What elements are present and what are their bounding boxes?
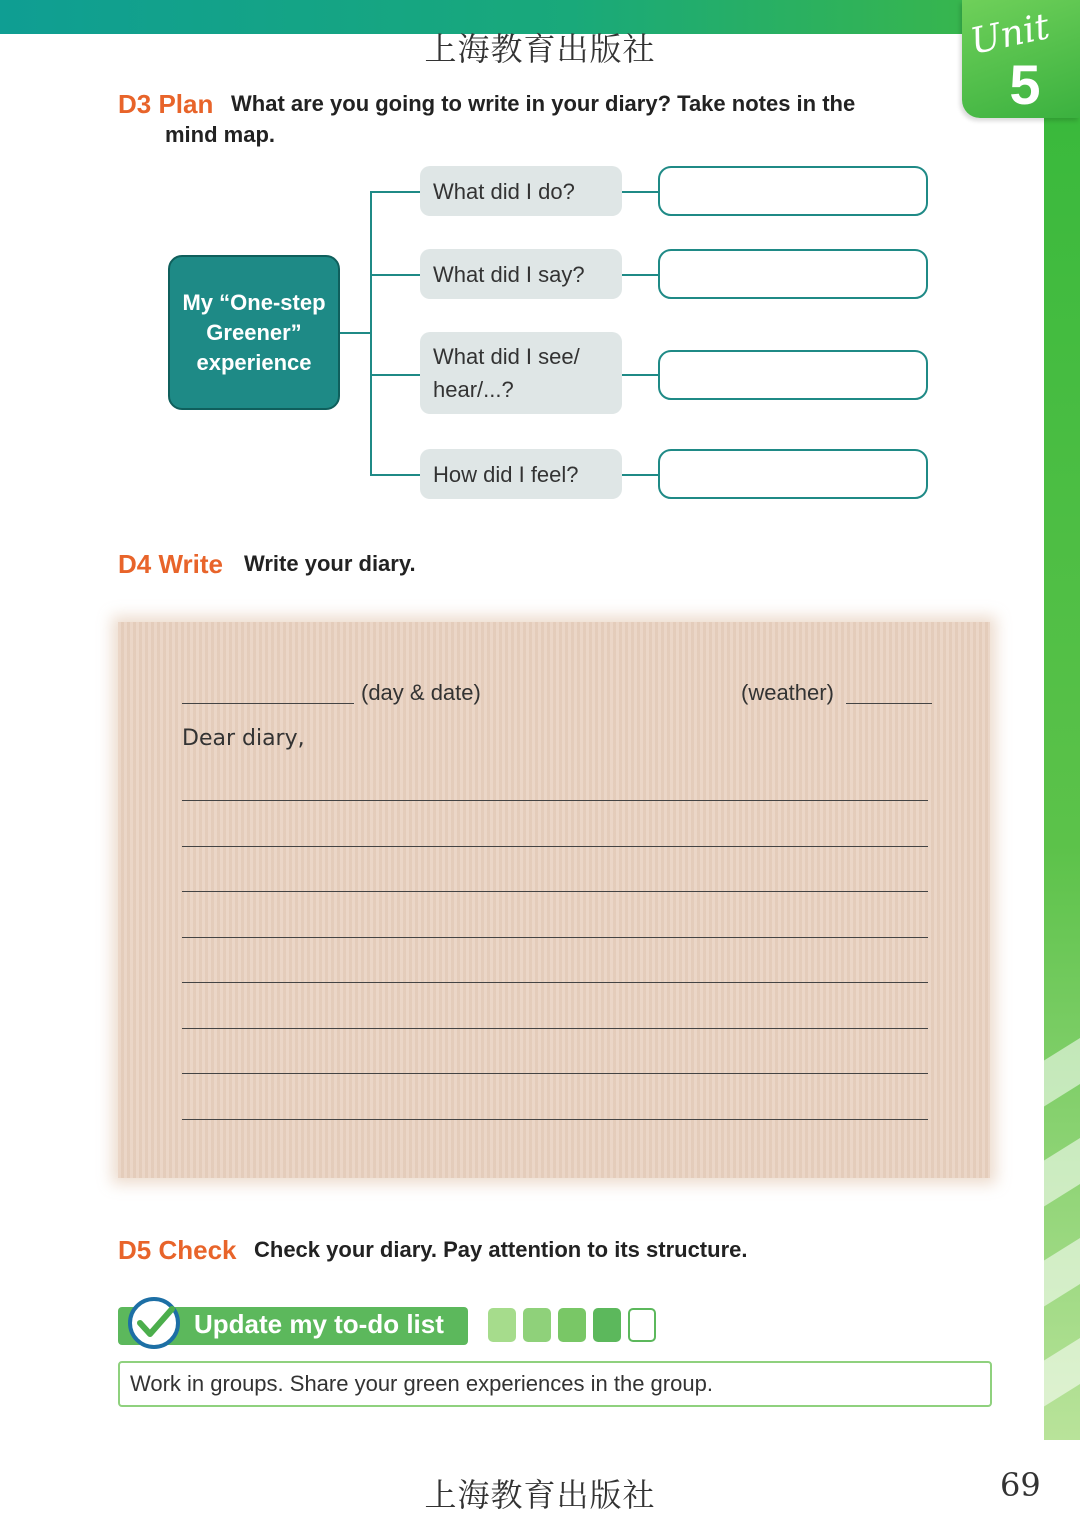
answer-box[interactable] — [658, 350, 928, 400]
d5-instruction: Check your diary. Pay attention to its structure. — [254, 1237, 748, 1262]
d5-label: D5 Check — [118, 1235, 237, 1265]
d4-instruction: Write your diary. — [244, 551, 416, 576]
weather-label: (weather) — [741, 680, 834, 705]
answer-box[interactable] — [658, 166, 928, 216]
writing-line[interactable] — [182, 1028, 928, 1029]
connector-line — [622, 274, 658, 276]
progress-square — [523, 1308, 551, 1342]
answer-box[interactable] — [658, 449, 928, 499]
todo-task — [118, 1361, 992, 1407]
writing-line[interactable] — [182, 800, 928, 801]
writing-line[interactable] — [182, 891, 928, 892]
writing-line[interactable] — [182, 846, 928, 847]
connector-line — [370, 191, 420, 193]
unit-number: 5 — [1009, 53, 1041, 116]
day-date-label: (day & date) — [361, 680, 481, 705]
side-color-strip — [1044, 118, 1080, 1440]
d4-label: D4 Write — [118, 549, 223, 579]
writing-line[interactable] — [182, 1119, 928, 1120]
connector-line — [622, 474, 658, 476]
connector-line — [622, 191, 658, 193]
connector-line — [370, 274, 420, 276]
writing-line[interactable] — [182, 937, 928, 938]
d3-instruction-line2: mind map. — [165, 122, 276, 147]
d3-instruction-line1: What are you going to write in your diary? Take notes in the — [231, 91, 856, 116]
mind-map-question: What did I say? — [420, 249, 622, 299]
todo-title: Update my to-do list — [194, 1309, 444, 1339]
progress-square — [488, 1308, 516, 1342]
progress-square — [593, 1308, 621, 1342]
d3-label: D3 Plan — [118, 89, 214, 119]
weather-blank[interactable] — [846, 703, 932, 704]
progress-square — [558, 1308, 586, 1342]
connector-line — [340, 332, 371, 334]
todo-task-text: Work in groups. Share your green experiences in the group. — [130, 1371, 713, 1396]
page-number: 69 — [1000, 1466, 1041, 1504]
diary-paper — [118, 622, 990, 1178]
day-date-blank[interactable] — [182, 703, 354, 704]
connector-line — [622, 374, 658, 376]
mind-map-question: What did I see/ hear/...? — [420, 332, 622, 414]
progress-square — [628, 1308, 656, 1342]
publisher-watermark-bottom: 上海教育出版社 — [424, 1476, 656, 1514]
writing-line[interactable] — [182, 982, 928, 983]
connector-line — [370, 374, 420, 376]
mind-map-question: How did I feel? — [420, 449, 622, 499]
writing-line[interactable] — [182, 1073, 928, 1074]
connector-line — [370, 474, 420, 476]
answer-box[interactable] — [658, 249, 928, 299]
diary-greeting: Dear diary, — [182, 726, 305, 751]
mind-map-center: My “One-step Greener” experience — [168, 255, 340, 410]
connector-trunk — [370, 191, 372, 475]
publisher-watermark-top: 上海教育出版社 — [424, 30, 656, 68]
checkmark-icon — [128, 1297, 180, 1349]
mind-map-question: What did I do? — [420, 166, 622, 216]
unit-word: Unit — [966, 6, 1054, 63]
